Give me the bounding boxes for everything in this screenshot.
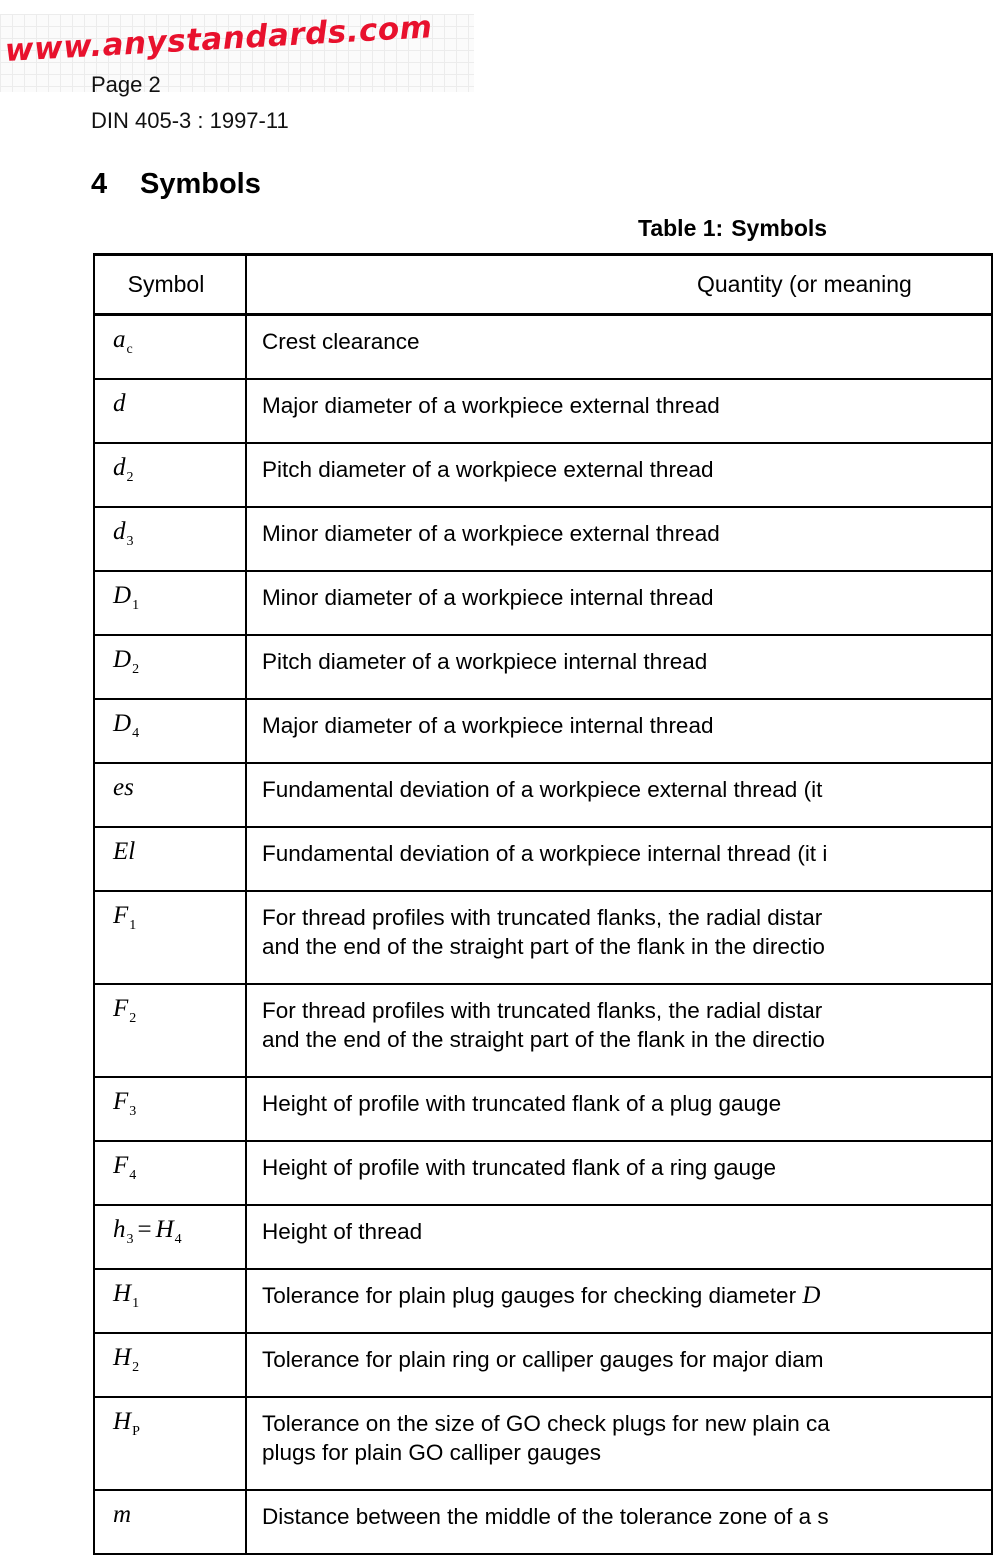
meaning-text: Pitch diameter of a workpiece external thread xyxy=(262,457,714,482)
meaning-cell xyxy=(246,443,992,507)
table-row xyxy=(94,1397,992,1490)
symbol-subscript: 4 xyxy=(129,1168,137,1183)
meaning-cell xyxy=(246,1141,992,1205)
table-row xyxy=(94,1141,992,1205)
meaning-cell xyxy=(246,1490,992,1554)
symbol-cell xyxy=(94,315,246,380)
symbol-cell xyxy=(94,827,246,891)
table-row xyxy=(94,1077,992,1141)
symbol-letter: D xyxy=(113,646,132,673)
symbol-letter: F xyxy=(113,902,129,929)
table-row xyxy=(94,763,992,827)
table-caption xyxy=(638,215,827,242)
meaning-cell xyxy=(246,571,992,635)
section-title: Symbols xyxy=(140,168,261,200)
symbol-cell xyxy=(94,763,246,827)
meaning-text: Major diameter of a workpiece external thread xyxy=(262,393,720,418)
symbol-subscript: 3 xyxy=(126,1232,134,1247)
meaning-cell xyxy=(246,1397,992,1490)
meaning-text: Tolerance for plain plug gauges for checking diameter xyxy=(262,1283,797,1308)
meaning-text: Height of thread xyxy=(262,1219,423,1244)
symbol-letter: d xyxy=(113,518,126,545)
table-header-row xyxy=(94,255,992,315)
table-row xyxy=(94,699,992,763)
symbol-letter: d xyxy=(113,390,126,417)
table-caption-label: Table 1: xyxy=(638,215,724,241)
symbol-cell xyxy=(94,1077,246,1141)
meaning-cell xyxy=(246,379,992,443)
symbol-letter: H xyxy=(113,1344,132,1371)
symbol-cell xyxy=(94,1269,246,1333)
table-caption-title: Symbols xyxy=(731,215,828,241)
watermark-banner xyxy=(0,9,474,92)
meaning-text: Tolerance for plain ring or calliper gauges for major diam xyxy=(262,1347,824,1372)
symbol-cell xyxy=(94,443,246,507)
symbol-letter: es xyxy=(113,774,134,801)
symbol-letter: H xyxy=(113,1280,132,1307)
symbol-letter: F xyxy=(113,1152,129,1179)
table-row xyxy=(94,984,992,1077)
symbol-letter: F xyxy=(113,1088,129,1115)
symbol-cell xyxy=(94,984,246,1077)
symbol-cell xyxy=(94,699,246,763)
meaning-line: Tolerance on the size of GO check plugs for new plain ca xyxy=(262,1411,830,1436)
meaning-line: For thread profiles with truncated flanks, the radial distar xyxy=(262,998,823,1023)
meaning-text: Fundamental deviation of a workpiece internal thread (it i xyxy=(262,841,828,866)
symbol-subscript: 4 xyxy=(132,726,140,741)
symbol-letter: h xyxy=(113,1216,126,1243)
meaning-text: Height of profile with truncated flank of a plug gauge xyxy=(262,1091,782,1116)
table-row xyxy=(94,891,992,984)
symbol-letter: d xyxy=(113,454,126,481)
symbol-letter: m xyxy=(113,1501,132,1528)
meaning-cell xyxy=(246,507,992,571)
symbols-table xyxy=(93,253,993,1555)
table-row xyxy=(94,1269,992,1333)
table-row xyxy=(94,1333,992,1397)
meaning-cell xyxy=(246,763,992,827)
table-row xyxy=(94,1490,992,1554)
section-number: 4 xyxy=(91,168,108,200)
meaning-cell xyxy=(246,1077,992,1141)
symbol-subscript: 1 xyxy=(129,918,137,933)
watermark-text: www.anystandards.com xyxy=(3,9,434,69)
symbol-cell xyxy=(94,635,246,699)
meaning-cell xyxy=(246,635,992,699)
symbol-letter: D xyxy=(113,710,132,737)
meaning-line: For thread profiles with truncated flanks, the radial distar xyxy=(262,905,823,930)
meaning-text: Height of profile with truncated flank of a ring gauge xyxy=(262,1155,777,1180)
symbol-letter: H xyxy=(113,1408,132,1435)
meaning-cell xyxy=(246,1205,992,1269)
meaning-cell xyxy=(246,1333,992,1397)
symbol-letter: H xyxy=(155,1216,174,1243)
meaning-text: Minor diameter of a workpiece external thread xyxy=(262,521,720,546)
meaning-text: Major diameter of a workpiece internal thread xyxy=(262,713,714,738)
table-row xyxy=(94,315,992,380)
table-row xyxy=(94,827,992,891)
table-body xyxy=(94,315,992,1555)
meaning-text: Minor diameter of a workpiece internal thread xyxy=(262,585,714,610)
symbol-subscript: 2 xyxy=(126,470,134,485)
section-heading xyxy=(91,168,261,201)
symbol-subscript: 3 xyxy=(129,1104,137,1119)
header-symbol: Symbol xyxy=(94,255,246,315)
meaning-text: Distance between the middle of the tolerance zone of a s xyxy=(262,1504,829,1529)
table-row xyxy=(94,571,992,635)
symbol-cell xyxy=(94,379,246,443)
meaning-line: and the end of the straight part of the flank in the directio xyxy=(262,934,825,959)
symbol-subscript: 4 xyxy=(174,1232,182,1247)
symbol-subscript: 2 xyxy=(132,662,140,677)
meaning-text: Crest clearance xyxy=(262,329,420,354)
symbol-letter: D xyxy=(113,582,132,609)
table-row xyxy=(94,507,992,571)
symbol-cell xyxy=(94,571,246,635)
meaning-text: Pitch diameter of a workpiece internal thread xyxy=(262,649,708,674)
table-row xyxy=(94,1205,992,1269)
symbol-letter: F xyxy=(113,995,129,1022)
symbol-subscript: 1 xyxy=(132,1296,140,1311)
symbol-equals: = xyxy=(137,1216,152,1243)
meaning-cell xyxy=(246,1269,992,1333)
meaning-variable: D xyxy=(802,1282,821,1309)
table-row xyxy=(94,635,992,699)
meaning-cell xyxy=(246,891,992,984)
meaning-cell xyxy=(246,827,992,891)
meaning-cell xyxy=(246,699,992,763)
symbol-subscript: c xyxy=(126,342,133,357)
symbol-cell xyxy=(94,1333,246,1397)
header-quantity: Quantity (or meaning xyxy=(246,255,992,315)
symbol-subscript: 3 xyxy=(126,534,134,549)
meaning-line: and the end of the straight part of the flank in the directio xyxy=(262,1027,825,1052)
page-number: Page 2 xyxy=(91,72,161,97)
symbol-cell xyxy=(94,1397,246,1490)
symbol-cell xyxy=(94,1490,246,1554)
symbol-letter: a xyxy=(113,326,126,353)
symbol-cell xyxy=(94,1205,246,1269)
symbol-subscript: P xyxy=(132,1424,140,1439)
meaning-cell xyxy=(246,315,992,380)
document-id: DIN 405-3 : 1997-11 xyxy=(91,108,289,133)
table-row xyxy=(94,379,992,443)
symbol-letter: El xyxy=(113,838,136,865)
symbol-subscript: 1 xyxy=(132,598,140,613)
meaning-cell xyxy=(246,984,992,1077)
symbol-cell xyxy=(94,1141,246,1205)
symbol-cell xyxy=(94,507,246,571)
symbol-cell xyxy=(94,891,246,984)
symbol-subscript: 2 xyxy=(129,1011,137,1026)
meaning-line: plugs for plain GO calliper gauges xyxy=(262,1440,601,1465)
meaning-text: Fundamental deviation of a workpiece external thread (it xyxy=(262,777,823,802)
table-row xyxy=(94,443,992,507)
symbol-subscript: 2 xyxy=(132,1360,140,1375)
